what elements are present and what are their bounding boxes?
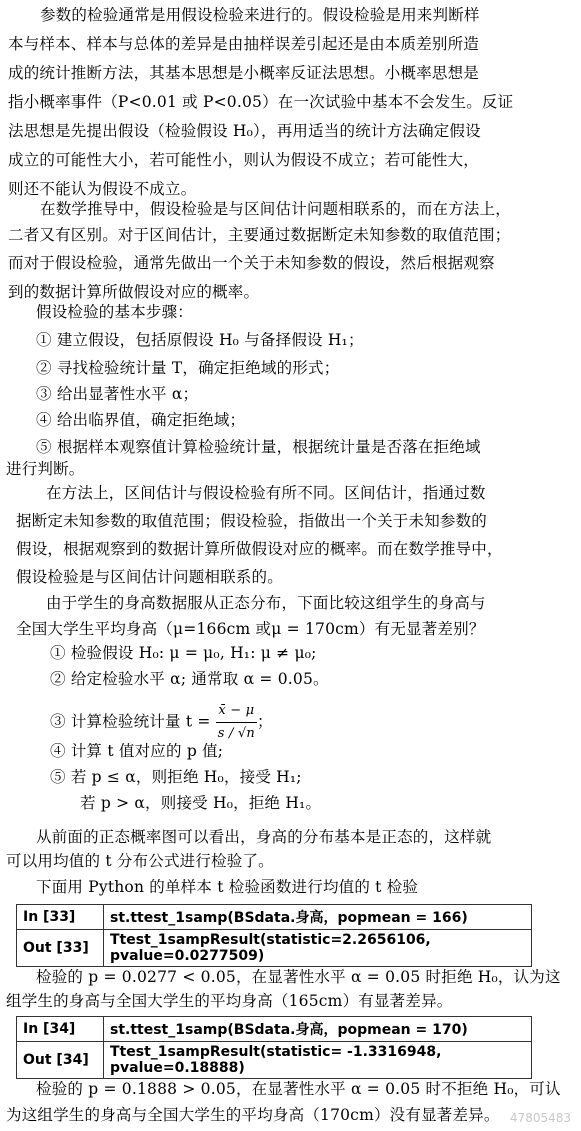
para1-line: 参数的检验通常是用假设检验来进行的。假设检验是用来判断样 [40,6,480,24]
in-code: st.ttest_1samp(BSdata.身高，popmean = 170) [104,1017,532,1042]
para2-line: 到的数据计算所做假设对应的概率。 [8,283,260,301]
out-label: Out [34] [17,1042,104,1079]
formula-label: ③ 计算检验统计量 t = [50,712,211,731]
para6-line: 下面用 Python 的单样本 t 检验函数进行均值的 t 检验 [36,878,419,896]
para2-line: 在数学推导中，假设检验是与区间估计问题相联系的，而在方法上， [40,200,512,218]
para4-line: 全国大学生平均身高（μ=166cm 或μ = 170cm）有无显著差别？ [16,620,485,638]
test-step: ④ 计算 t 值对应的 p 值; [50,742,224,760]
para1-line: 本与样本、样本与总体的差异是由抽样误差引起还是由本质差别所造 [8,35,480,53]
test-step: ⑤ 若 p ≤ α，则拒绝 H₀，接受 H₁; [50,768,302,786]
para3-line: 在方法上，区间估计与假设检验有所不同。区间估计，指通过数 [46,484,486,502]
para3-line: 据断定未知参数的取值范围；假设检验，指做出一个关于未知参数的 [16,512,488,530]
para7-line: 组学生的身高与全国大学生的平均身高（165cm）有显著差异。 [6,992,453,1010]
step-item: ① 建立假设，包括原假设 H₀ 与备择假设 H₁； [36,331,364,349]
code-cell-33 [16,904,532,967]
step-item: 进行判断。 [6,460,85,478]
para5-line: 可以用均值的 t 分布公式进行检验了。 [6,852,274,870]
para1-line: 法思想是先提出假设（检验假设 H₀），再用适当的统计方法确定假设 [8,122,481,140]
t-formula [216,700,257,745]
out-code: Ttest_1sampResult(statistic= -1.3316948, pvalue=0.18888) [104,1042,532,1079]
test-step-formula [50,700,273,745]
para4-line: 由于学生的身高数据服从正态分布，下面比较这组学生的身高与 [46,594,486,612]
para1-line: 则还不能认为假设不成立。 [8,180,197,198]
para7-line: 检验的 p = 0.0277 < 0.05，在显著性水平 α = 0.05 时拒绝 H₀，认为这 [36,968,561,986]
para1-line: 成的统计推断方法，其基本思想是小概率反证法思想。小概率思想是 [8,64,480,82]
step-item: ④ 给出临界值，确定拒绝域； [36,411,246,429]
para8-line: 检验的 p = 0.1888 > 0.05，在显著性水平 α = 0.05 时不拒绝 H₀，可认 [36,1080,561,1098]
step-item: ② 寻找检验统计量 T，确定拒绝域的形式； [36,359,340,377]
out-code: Ttest_1sampResult(statistic=2.2656106, pvalue=0.0277509) [104,930,532,967]
para2-line: 而对于假设检验，通常先做出一个关于未知参数的假设，然后根据观察 [8,254,495,272]
step-item: ③ 给出显著性水平 α； [36,385,199,403]
in-label: In [33] [17,905,104,930]
formula-tail: ； [256,712,273,731]
para3-line: 假设，根据观察到的数据计算所做假设对应的概率。而在数学推导中， [16,540,503,558]
steps-title: 假设检验的基本步骤： [36,303,194,321]
code-cell-34 [16,1016,532,1079]
para1-line: 指小概率事件（P<0.01 或 P<0.05）在一次试验中基本不会发生。反证 [8,93,514,111]
in-code: st.ttest_1samp(BSdata.身高，popmean = 166) [104,905,532,930]
step-item: ⑤ 根据样本观察值计算检验统计量，根据统计量是否落在拒绝域 [36,438,481,456]
out-label: Out [33] [17,930,104,967]
para5-line: 从前面的正态概率图可以看出，身高的分布基本是正态的，这样就 [36,828,492,846]
para2-line: 二者又有区别。对于区间估计，主要通过数据断定未知参数的取值范围； [8,226,511,244]
para8-line: 为这组学生的身高与全国大学生的平均身高（170cm）没有显著差异。 [6,1106,500,1124]
para1-line: 成立的可能性大小，若可能性小，则认为假设不成立；若可能性大， [8,151,480,169]
test-step: ② 给定检验水平 α; 通常取 α = 0.05。 [50,670,329,688]
test-step: ① 检验假设 H₀: μ = μ₀, H₁: μ ≠ μ₀; [50,644,317,662]
test-step: 若 p > α，则接受 H₀，拒绝 H₁。 [80,794,322,812]
para3-line: 假设检验是与区间估计问题相联系的。 [16,568,283,586]
watermark: 47805483 [509,1111,571,1125]
formula-denominator: s / √n [217,726,255,741]
formula-numerator: x̄ − μ [216,700,257,723]
in-label: In [34] [17,1017,104,1042]
